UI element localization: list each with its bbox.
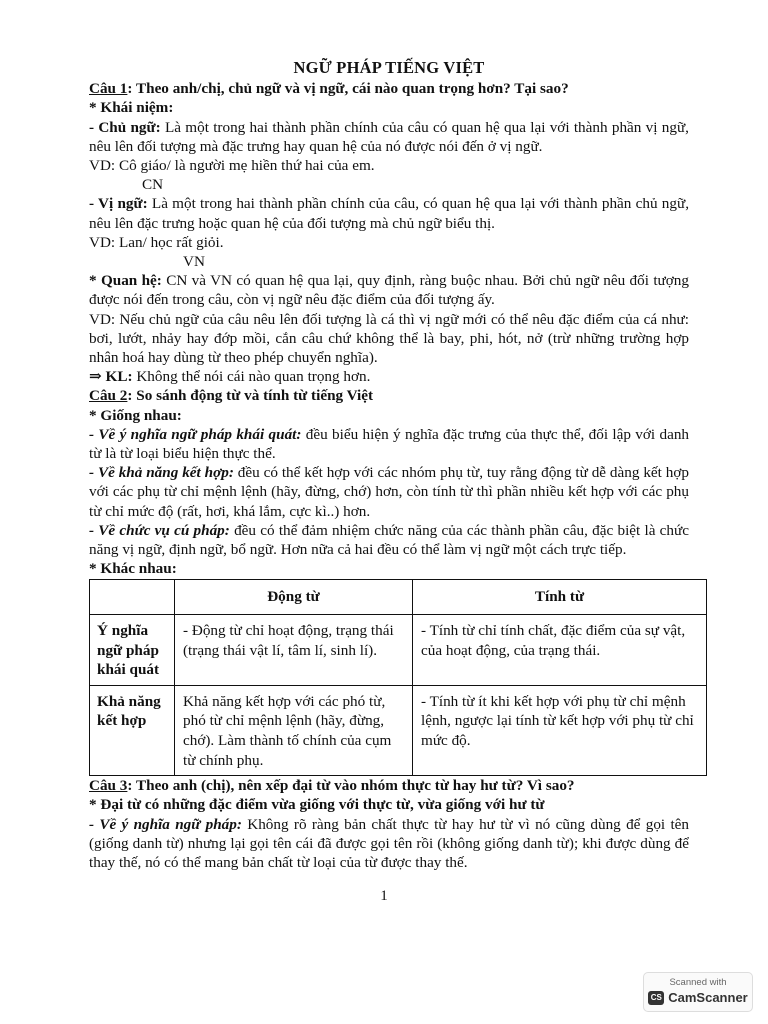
similarity-1-term: - Về ý nghĩa ngữ pháp khái quát: [89, 425, 302, 443]
vi-ngu-definition: Là một trong hai thành phần chính của câu, có quan hệ qua lại với thành phần chủ ngữ, nêu lên đặc trưng hoặc quan hệ của đối tượng mà chủ ngữ biểu thị. [89, 195, 690, 232]
table-cell-tinh-tu: - Tính từ chỉ tính chất, đặc điểm của sự vật, của hoạt động, của trạng thái. [413, 615, 707, 686]
similarity-1-text: đều biểu hiện ý nghĩa đặc trưng của thực thể, đối lập với danh từ là từ loại biểu hiện thực thể. [89, 425, 690, 463]
question-1-heading [89, 79, 689, 98]
similarity-3 [89, 521, 689, 559]
similarity-3-text: đều có thể đảm nhiệm chức năng của các thành phần câu, đặc biệt là chức năng vị ngữ, định ngữ, bổ ngữ. Hơn nữa cả hai đều có thể làm vị ngữ một cách trực tiếp. [89, 521, 689, 559]
conclusion-text: Không thể nói cái nào quan trọng hơn. [132, 368, 371, 386]
vi-ngu-term: - Vị ngữ: [89, 195, 148, 213]
similarity-2-text: đều có thể kết hợp với các nhóm phụ từ, tuy rằng động từ dễ dàng kết hợp với các phụ từ chỉ mệnh lệnh (hãy, đừng, chớ) hơn, còn tính từ thì phần nhiều kết hợp với các phụ từ chỉ mức độ (rất, hơi, khá lắm, cực kì..) hơn. [89, 464, 689, 520]
khai-niem-heading: * Khái niệm: [89, 99, 174, 117]
question-3-text: : Theo anh (chị), nên xếp đại từ vào nhóm thực từ hay hư từ? Vì sao? [127, 777, 575, 795]
table-cell-tinh-tu: - Tính từ ít khi kết hợp với phụ từ chỉ mệnh lệnh, ngược lại tính từ kết hợp với phụ từ chỉ mức độ. [413, 685, 707, 775]
question-3-heading [89, 776, 689, 795]
question-3-paragraph [89, 815, 689, 873]
watermark-brand-row [644, 990, 752, 1005]
example-3: VD: Nếu chủ ngữ của câu nêu lên đối tượng là cá thì vị ngữ mới có thể nêu đặc điểm của cá như: bơi, lướt, nhảy hay đớp mồi, cắn câu chứ không thể là bay, phi, hót, nở (trừ những trường hợp nhân hoá hay dùng từ theo phép chuyển nghĩa). [89, 310, 689, 367]
khac-nhau-heading: * Khác nhau: [89, 560, 177, 578]
table-header-dong-tu: Động từ [175, 580, 413, 615]
cn-label: CN [142, 176, 164, 194]
similarity-2-term: - Về khả năng kết hợp: [89, 464, 234, 482]
page-number: 1 [380, 888, 388, 904]
example-1: VD: Cô giáo/ là người mẹ hiền thứ hai của em. [89, 157, 375, 175]
table-cell-dong-tu: - Động từ chỉ hoạt động, trạng thái (trạng thái vật lí, tâm lí, sinh lí). [175, 615, 413, 686]
row-heading: Khả năng kết hợp [90, 685, 175, 775]
vi-ngu-paragraph [89, 194, 689, 232]
question-2-heading [89, 386, 689, 405]
question-1-label: Câu 1 [89, 80, 128, 98]
page-title: NGỮ PHÁP TIẾNG VIỆT [293, 58, 485, 77]
question-3-label: Câu 3 [89, 777, 128, 795]
watermark-caption: Scanned with [669, 977, 727, 988]
document-page [89, 58, 694, 872]
chu-ngu-paragraph [89, 118, 689, 156]
camscanner-watermark [643, 972, 753, 1012]
question-3-text-body: Không rõ ràng bản chất thực từ hay hư từ vì nó cũng dùng để gọi tên (giống danh từ) nhưng lại gọi tên cái đã được gọi tên rồi (không giống danh từ); khi được dùng để thay thế, nó có thể mang bản chất từ loại của từ được thay thế. [89, 815, 689, 872]
question-1-text: : Theo anh/chị, chủ ngữ và vị ngữ, cái nào quan trọng hơn? Tại sao? [127, 80, 569, 98]
camscanner-logo-icon: CS [648, 991, 664, 1005]
table-header-tinh-tu: Tính từ [413, 580, 707, 615]
example-2: VD: Lan/ học rất giỏi. [89, 233, 224, 251]
conclusion [89, 367, 689, 386]
question-2-text: : So sánh động từ và tính từ tiếng Việt [127, 387, 374, 405]
question-3-subheading: * Đại từ có những đặc điểm vừa giống với thực từ, vừa giống với hư từ [89, 796, 545, 814]
similarity-2 [89, 463, 689, 521]
question-2-label: Câu 2 [89, 387, 128, 405]
table-row [90, 685, 707, 775]
table-header-empty [90, 580, 175, 615]
chu-ngu-definition: Là một trong hai thành phần chính của câu có quan hệ qua lại với thành phần vị ngữ, nêu lên đối tượng mà đặc trưng hay quan hệ của nó được nói đến ở vị ngữ. [89, 118, 689, 155]
table-cell-dong-tu: Khả năng kết hợp với các phó từ, phó từ chỉ mệnh lệnh (hãy, đừng, chớ). Làm thành tố chính của cụm từ chính phụ. [175, 685, 413, 775]
conclusion-term: ⇒ KL: [89, 368, 133, 386]
quan-he-paragraph [89, 271, 689, 309]
similarity-1 [89, 425, 689, 463]
table-header-row [90, 580, 707, 615]
vn-label: VN [183, 253, 205, 271]
similarity-3-term: - Về chức vụ cú pháp: [89, 521, 230, 539]
quan-he-definition: CN và VN có quan hệ qua lại, quy định, ràng buộc nhau. Bởi chủ ngữ nêu đối tượng được nói đến trong câu, còn vị ngữ nêu đặc điểm của đối tượng ấy. [89, 272, 689, 309]
comparison-table [89, 579, 707, 776]
table-row [90, 615, 707, 686]
question-3-term: - Về ý nghĩa ngữ pháp: [89, 815, 242, 833]
row-heading: Ý nghĩa ngữ pháp khái quát [90, 615, 175, 686]
quan-he-term: * Quan hệ: [89, 272, 162, 290]
chu-ngu-term: - Chủ ngữ: [89, 118, 161, 136]
giong-nhau-heading: * Giống nhau: [89, 406, 182, 424]
watermark-brand: CamScanner [668, 990, 748, 1005]
